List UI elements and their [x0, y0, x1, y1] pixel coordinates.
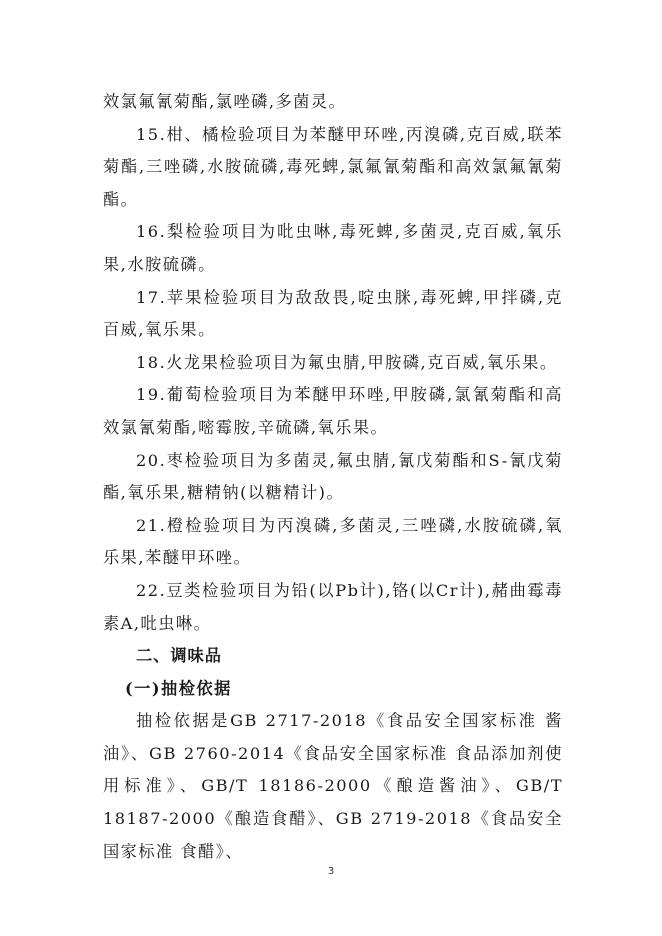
- paragraph-item-20-jujube: 20.枣检验项目为多菌灵,氟虫腈,氰戊菊酯和S-氰戊菊酯,氧乐果,糖精钠(以糖精计)。: [103, 450, 563, 503]
- paragraph-item-21-orange: 21.橙检验项目为丙溴磷,多菌灵,三唑磷,水胺硫磷,氧乐果,苯醚甲环唑。: [103, 515, 563, 568]
- paragraph-item-16-pear: 16.梨检验项目为吡虫啉,毒死蜱,多菌灵,克百威,氧乐果,水胺硫磷。: [103, 222, 563, 274]
- paragraph-item-18-dragonfruit: 18.火龙果检验项目为氟虫腈,甲胺磷,克百威,氧乐果。: [136, 352, 558, 372]
- document-body: [103, 86, 563, 868]
- paragraph-item-17-apple: 17.苹果检验项目为敌敌畏,啶虫脒,毒死蜱,甲拌磷,克百威,氧乐果。: [103, 287, 563, 340]
- paragraph-item-22-beans: 22.豆类检验项目为铅(以Pb计),铬(以Cr计),赭曲霉毒素A,吡虫啉。: [103, 580, 563, 633]
- paragraph-item-15-citrus: 15.柑、橘检验项目为苯醚甲环唑,丙溴磷,克百威,联苯菊酯,三唑磷,水胺硫磷,毒死蜱,氯氟氰菊酯和高效氯氟氰菊酯。: [103, 124, 563, 209]
- section-heading-condiments: 二、调味品: [136, 646, 222, 666]
- page-number: 3: [327, 866, 335, 877]
- paragraph-continuation: 效氯氟氰菊酯,氯唑磷,多菌灵。: [103, 92, 347, 111]
- subsection-heading-inspection-basis: (一)抽检依据: [125, 678, 232, 698]
- paragraph-item-19-grape: 19.葡萄检验项目为苯醚甲环唑,甲胺磷,氯氰菊酯和高效氯氰菊酯,嘧霉胺,辛硫磷,氧乐果。: [103, 385, 563, 437]
- paragraph-inspection-basis: 抽检依据是GB 2717-2018《食品安全国家标准 酱油》、GB 2760-2014《食品安全国家标准 食品添加剂使用标准》、GB/T 18186-2000《酿造酱油》、GB/T 18187-2000《酿造食醋》、GB 2719-2018《食品安全国家标准 食醋》、: [103, 711, 563, 861]
